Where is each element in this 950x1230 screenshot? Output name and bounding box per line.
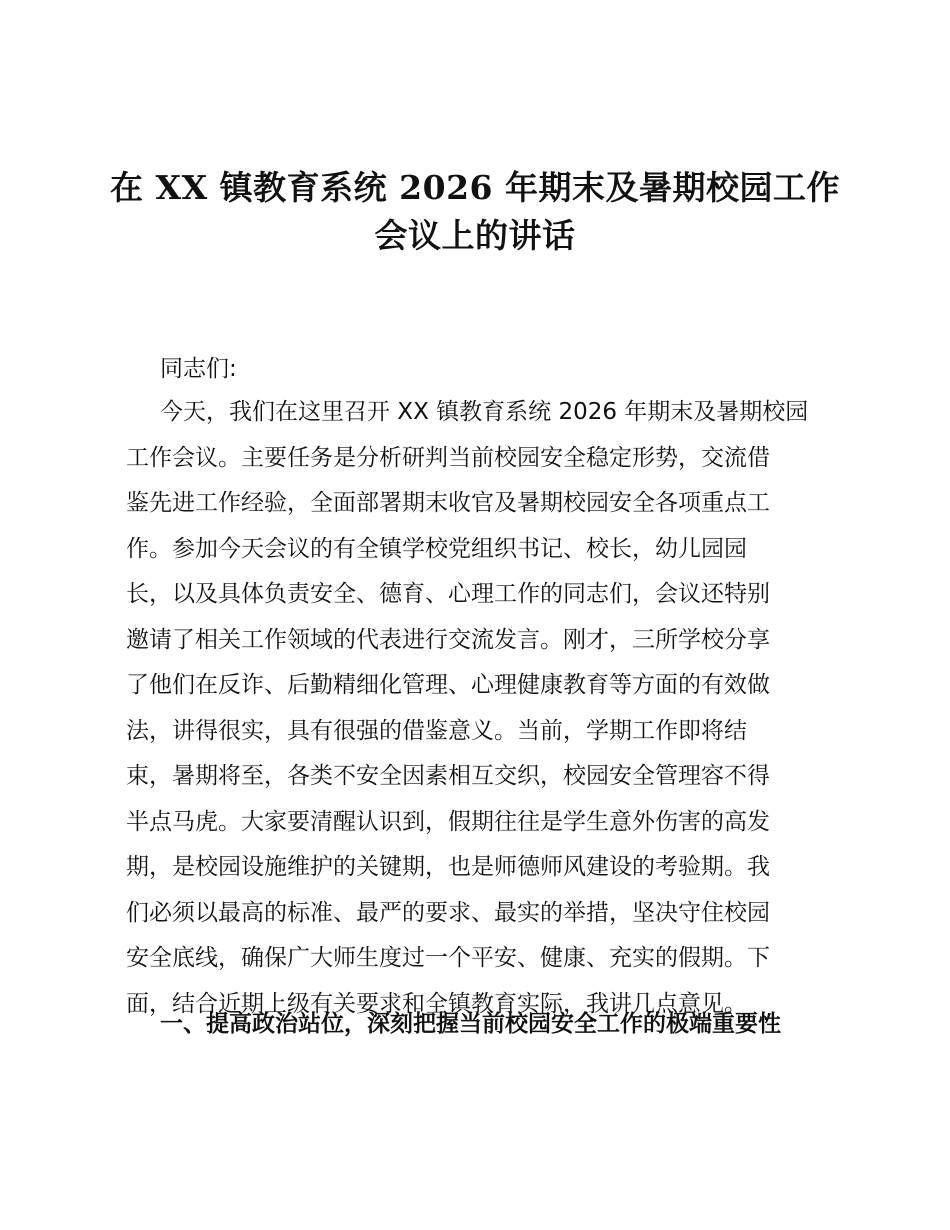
paragraph-line: 工作会议。主要任务是分析研判当前校园安全稳定形势，交流借 [126,444,770,471]
document-title [0,164,950,260]
paragraph-line: 们必须以最高的标准、最严的要求、最实的举措，坚决守住校园 [126,899,770,926]
paragraph-line: 邀请了相关工作领域的代表进行交流发言。刚才，三所学校分享 [126,626,770,653]
opening-paragraph [126,394,826,1031]
paragraph-line: 鉴先进工作经验，全面部署期末收官及暑期校园安全各项重点工 [126,490,770,516]
paragraph-line: 安全底线，确保广大师生度过一个平安、健康、充实的假期。下 [126,945,770,971]
paragraph-line: 半点马虎。大家要清醒认识到，假期往往是学生意外伤害的高发 [126,808,770,835]
title-line-2: 会议上的讲话 [374,216,576,255]
paragraph-line: 作。参加今天会议的有全镇学校党组织书记、校长，幼儿园园 [126,535,747,562]
title-line-1: 在 XX 镇教育系统 2026 年期末及暑期校园工作 [109,168,840,207]
section-heading: 一、提高政治站位，深刻把握当前校园安全工作的极端重要性 [160,1011,781,1037]
paragraph-line: 法，讲得很实，具有很强的借鉴意义。当前，学期工作即将结 [126,717,747,744]
paragraph-line: 长，以及具体负责安全、德育、心理工作的同志们，会议还特别 [126,581,770,607]
salutation: 同志们: [160,356,237,382]
paragraph-line: 了他们在反诈、后勤精细化管理、心理健康教育等方面的有效做 [126,672,770,698]
paragraph-line: 今天，我们在这里召开 XX 镇教育系统 2026 年期末及暑期校园 [160,399,809,425]
paragraph-line: 期，是校园设施维护的关键期，也是师德师风建设的考验期。我 [126,854,770,880]
paragraph-line: 束，暑期将至，各类不安全因素相互交织，校园安全管理容不得 [126,763,770,789]
paragraph-line: 面，结合近期上级有关要求和全镇教育实际，我讲几点意见。 [126,990,747,1017]
